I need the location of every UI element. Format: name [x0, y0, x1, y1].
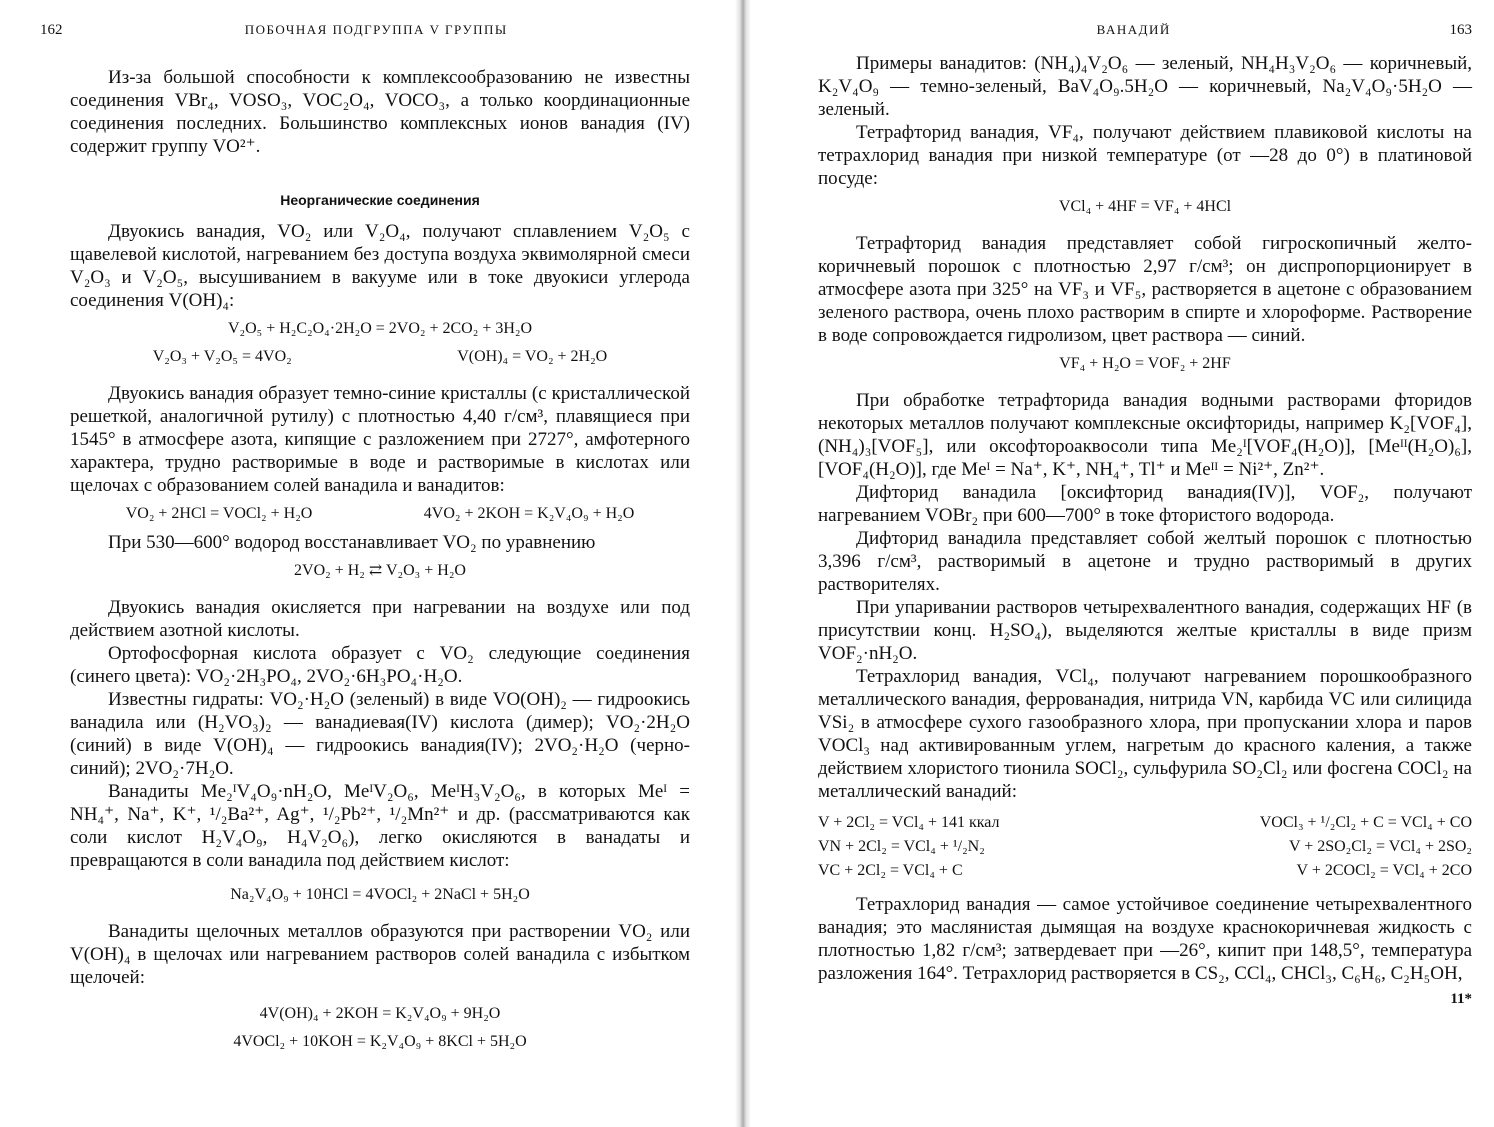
paragraph: Тетрафторид ванадия, VF₄, получают действием плавиковой кислоты на тетрахлорид ванадия при низкой температуре (от —28 до 0°) в платиновой посуде:	[818, 122, 1472, 189]
equation: V₂O₅ + H₂C₂O₄·2H₂O = 2VO₂ + 2CO₂ + 3H₂O	[227, 320, 533, 337]
equation-column-left	[818, 811, 1000, 883]
paragraph: Дифторид ванадила [оксифторид ванадия(IV)], VOF₂, получают нагреванием VOBr₂ при 600—700° в токе фтористого водорода.	[818, 482, 1472, 526]
section-heading: Неорганические соединения	[280, 192, 480, 208]
paragraph: При обработке тетрафторида ванадия водными растворами фторидов некоторых металлов получают комплексные оксифториды, например K₂[VOF₄], (NH₄)₃[VOF₅], или оксофтороаквосоли типа Me₂ᴵ[VOF₄(H₂O)], [Meᴵᴵ(H₂O)₆], [VOF₄(H₂O)], где Meᴵ = Na⁺, K⁺, NH₄⁺, Tl⁺ и Meᴵᴵ = Ni²⁺, Zn²⁺.	[818, 390, 1472, 480]
equation-column-right	[1260, 811, 1472, 883]
paragraph: Примеры ванадитов: (NH₄)₄V₂O₆ — зеленый, NH₄H₃V₂O₆ — коричневый, K₂V₄O₉ — темно-зеленый, BaV₄O₉.5H₂O — коричневый, Na₂V₄O₉·5H₂O — зеленый.	[818, 53, 1472, 120]
paragraph: Ванадиты Me₂ᴵV₄O₉·nH₂O, MeᴵV₂O₆, MeᴵH₃V₂O₆, в которых Meᴵ = NH₄⁺, Na⁺, K⁺, ¹/₂Ba²⁺, Ag⁺, ¹/₂Pb²⁺, ¹/₂Mn²⁺ и др. (рассматриваются как соли кислот H₂V₄O₉, H₄V₂O₆), легко окисляются в ванадаты и превращаются в соли ванадила под действием кислот:	[70, 781, 690, 871]
paragraph: Известны гидраты: VO₂·H₂O (зеленый) в виде VO(OH)₂ — гидроокись ванадила или (H₂VO₃)₂ — ванадиевая(IV) кислота (димер); VO₂·2H₂O (синий) в виде V(OH)₄ — гидроокись ванадия(IV); 2VO₂·H₂O (черно-синий); 2VO₂·7H₂O.	[70, 689, 690, 779]
equation: 4VOCl₂ + 10KOH = K₂V₄O₉ + 8KCl + 5H₂O	[233, 1033, 527, 1050]
equation: VN + 2Cl₂ = VCl₄ + ¹/₂N₂	[818, 838, 985, 855]
equation: Na₂V₄O₉ + 10HCl = 4VOCl₂ + 2NaCl + 5H₂O	[230, 886, 530, 903]
paragraph: Двуокись ванадия окисляется при нагревании на воздухе или под действием азотной кислоты.	[70, 597, 690, 641]
paragraph: Ортофосфорная кислота образует с VO₂ следующие соединения (синего цвета): VO₂·2H₃PO₄, 2VO₂·6H₃PO₄·H₂O.	[70, 643, 690, 687]
running-head-left	[40, 22, 690, 52]
equation: VCl₄ + 4HF = VF₄ + 4HCl	[1058, 198, 1232, 215]
equation: 2VO₂ + H₂ ⇄ V₂O₃ + H₂O	[294, 562, 466, 579]
running-head-title-left: ПОБОЧНАЯ ПОДГРУППА V ГРУППЫ	[244, 22, 508, 37]
equation: VOCl₃ + ¹/₂Cl₂ + C = VCl₄ + CO	[1259, 814, 1472, 831]
equation: 4VO₂ + 2KOH = K₂V₄O₉ + H₂O	[423, 505, 635, 522]
left-page	[0, 0, 742, 1127]
equation-columns	[818, 811, 1472, 883]
paragraph: Двуокись ванадия, VO₂ или V₂O₄, получают сплавлением V₂O₅ с щавелевой кислотой, нагреванием без доступа воздуха эквимолярной смеси V₂O₃ и V₂O₅, высушиванием в вакууме или в токе двуокиси углерода соединения V(OH)₄:	[70, 221, 690, 311]
paragraph: Из-за большой способности к комплексообразованию не известны соединения VBr₄, VOSO₃, VOC₂O₄, VOCO₃, а только координационные соединения последних. Большинство комплексных ионов ванадия (IV) содержит группу VO²⁺.	[70, 67, 690, 157]
equation: VF₄ + H₂O = VOF₂ + 2HF	[1059, 355, 1231, 372]
right-page	[758, 0, 1494, 1127]
equation-row	[70, 503, 690, 525]
running-head-right	[818, 22, 1472, 52]
paragraph: Двуокись ванадия образует темно-синие кристаллы (с кристаллической решеткой, аналогичной рутилу) с плотностью 4,40 г/см³, плавящиеся при 1545° в атмосфере азота, кипящие с разложением при 2727°, амфотерного характера, трудно растворимые в воде и растворимые в кислотах или щелочах с образованием солей ванадила и ванадитов:	[70, 383, 690, 496]
paragraph: Дифторид ванадила представляет собой желтый порошок с плотностью 3,396 г/см³, растворимый в ацетоне и трудно растворимый в других растворителях.	[818, 528, 1472, 595]
equation-row	[70, 346, 690, 368]
paragraph: Тетрафторид ванадия представляет собой гигроскопичный желто-коричневый порошок с плотностью 2,97 г/см³; он диспропорционирует в атмосфере азота при 325° на VF₃ и VF₅, растворяется в ацетоне с образованием зеленого раствора, очень плохо растворим в спирте и хлороформе. Растворение в воде сопровождается гидролизом, цвет раствора — синий.	[818, 233, 1472, 346]
book-gutter	[735, 0, 751, 1127]
page-number-left: 162	[40, 22, 63, 38]
paragraph: Ванадиты щелочных металлов образуются при растворении VO₂ или V(OH)₄ в щелочах или нагреванием растворов солей ванадила с избытком щелочей:	[70, 921, 690, 988]
equation: V(OH)₄ = VO₂ + 2H₂O	[457, 348, 608, 365]
equation: 4V(OH)₄ + 2KOH = K₂V₄O₉ + 9H₂O	[259, 1005, 501, 1022]
paragraph: При упаривании растворов четырехвалентного ванадия, содержащих HF (в присутствии конц. H₂SO₄), выделяются желтые кристаллы в виде призм VOF₂·nH₂O.	[818, 597, 1472, 664]
equation: VC + 2Cl₂ = VCl₄ + C	[818, 862, 963, 879]
signature-mark: 11*	[1450, 991, 1472, 1007]
equation: V₂O₃ + V₂O₅ = 4VO₂	[152, 348, 292, 365]
paragraph: Тетрахлорид ванадия — самое устойчивое соединение четырехвалентного ванадия; это маслянистая дымящая на воздухе краснокоричневая жидкость с плотностью 1,82 г/см³; затвердевает при —26°, кипит при 148,5°, температура разложения 164°. Тетрахлорид растворяется в CS₂, CCl₄, CHCl₃, C₆H₆, C₂H₅OH,	[818, 894, 1472, 984]
equation: V + 2COCl₂ = VCl₄ + 2CO	[1296, 862, 1472, 879]
running-head-title-right: ВАНАДИЙ	[1096, 22, 1171, 37]
equation: V + 2SO₂Cl₂ = VCl₄ + 2SO₂	[1288, 838, 1472, 855]
paragraph: При 530—600° водород восстанавливает VO₂ по уравнению	[108, 532, 596, 553]
equation: V + 2Cl₂ = VCl₄ + 141 ккал	[818, 814, 1000, 831]
equation: VO₂ + 2HCl = VOCl₂ + H₂O	[125, 505, 313, 522]
page-number-right: 163	[1449, 22, 1472, 38]
paragraph: Тетрахлорид ванадия, VCl₄, получают нагреванием порошкообразного металлического ванадия, феррованадия, нитрида VN, карбида VC или силицида VSi₂ в атмосфере сухого газообразного хлора, при пропускании хлора и паров VOCl₃ над активированным углем, нагретым до красного каления, а также действием хлористого тионила SOCl₂, сульфурила SO₂Cl₂ или фосгена COCl₂ на металлический ванадий:	[818, 666, 1472, 802]
